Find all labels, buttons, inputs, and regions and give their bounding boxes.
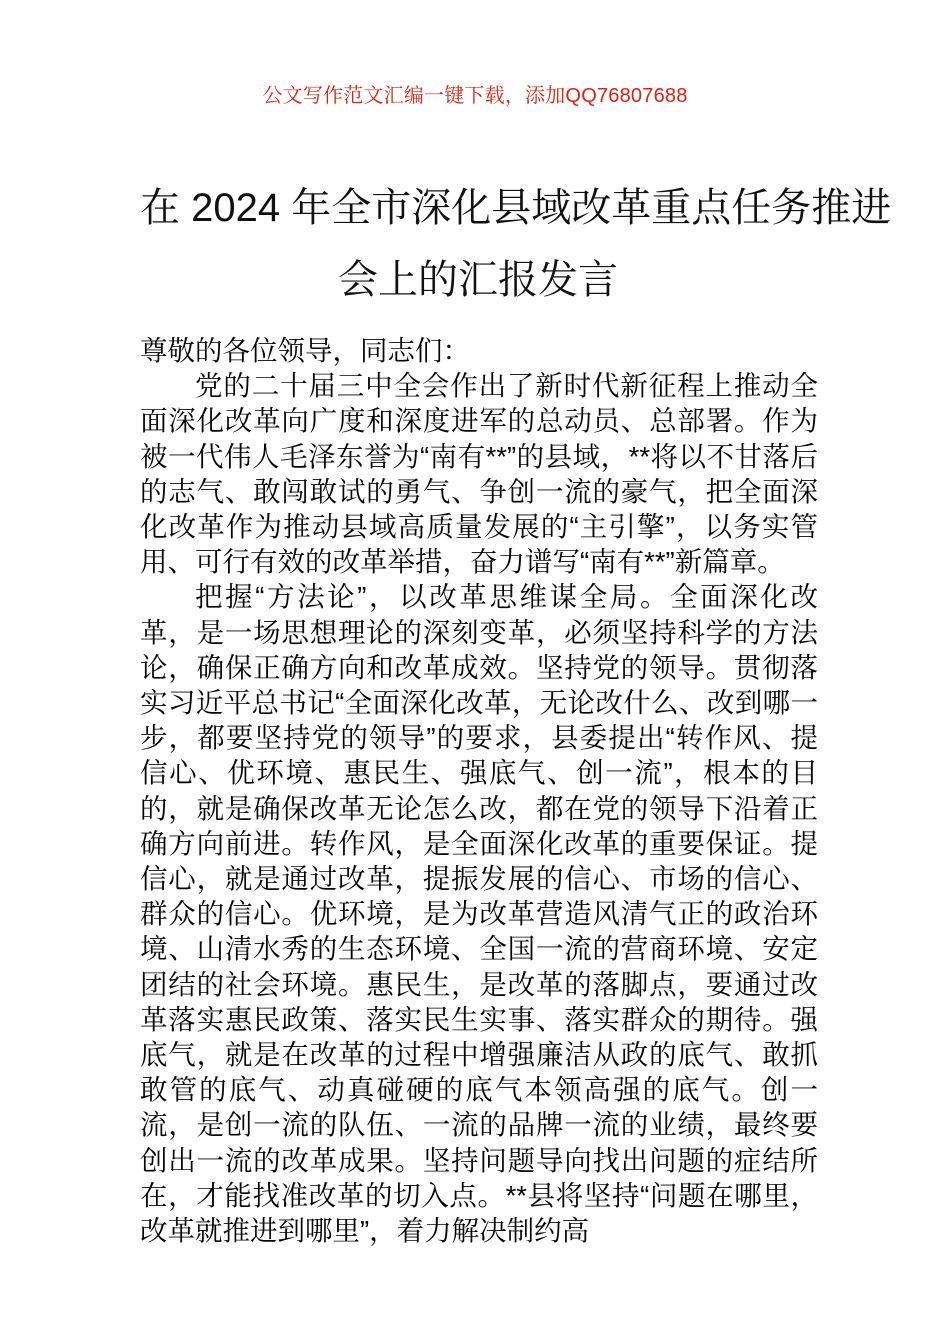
page-title-line-2: 会上的汇报发言 <box>338 258 618 302</box>
document-body <box>140 333 818 1248</box>
salutation-line: 尊敬的各位领导，同志们： <box>140 335 470 366</box>
page-title <box>140 172 892 316</box>
page-title-line-1: 在 2024 年全市深化县域改革重点任务推进 <box>140 186 892 230</box>
body-paragraph-2: 把握“方法论”，以改革思维谋全局。全面深化改革，是一场思想理论的深刻变革，必须坚持科学的方法论，确保正确方向和改革成效。坚持党的领导。贯彻落实习近平总书记“全面深化改革，无论改什么、改到哪一步，都要坚持党的领导”的要求，县委提出“转作风、提信心、优环境、惠民生、强底气、创一流”，根本的目的，就是确保改革无论怎么改，都在党的领导下沿着正确方向前进。转作风，是全面深化改革的重要保证。提信心，就是通过改革，提振发展的信心、市场的信心、群众的信心。优环境，是为改革营造风清气正的政治环境、山清水秀的生态环境、全国一流的营商环境、安定团结的社会环境。惠民生，是改革的落脚点，要通过改革落实惠民政策、落实民生实事、落实群众的期待。强底气，就是在改革的过程中增强廉洁从政的底气、敢抓敢管的底气、动真碰硬的底气本领高强的底气。创一流，是创一流的队伍、一流的品牌一流的业绩，最终要创出一流的改革成果。坚持问题导向找出问题的症结所在，才能找准改革的切入点。**县将坚持“问题在哪里，改革就推进到哪里”，着力解决制约高 <box>140 581 818 1247</box>
promo-banner-text: 公文写作范文汇编一键下载，添加QQ76807688 <box>262 85 688 107</box>
body-paragraph-1: 党的二十届三中全会作出了新时代新征程上推动全面深化改革向广度和深度进军的总动员、总部署。作为被一代伟人毛泽东誉为“南有**”的县域，**将以不甘落后的志气、敢闯敢试的勇气、争创一流的豪气，把全面深化改革作为推动县域高质量发展的“主引擎”，以务实管用、可行有效的改革举措，奋力谱写“南有**”新篇章。 <box>140 370 818 578</box>
